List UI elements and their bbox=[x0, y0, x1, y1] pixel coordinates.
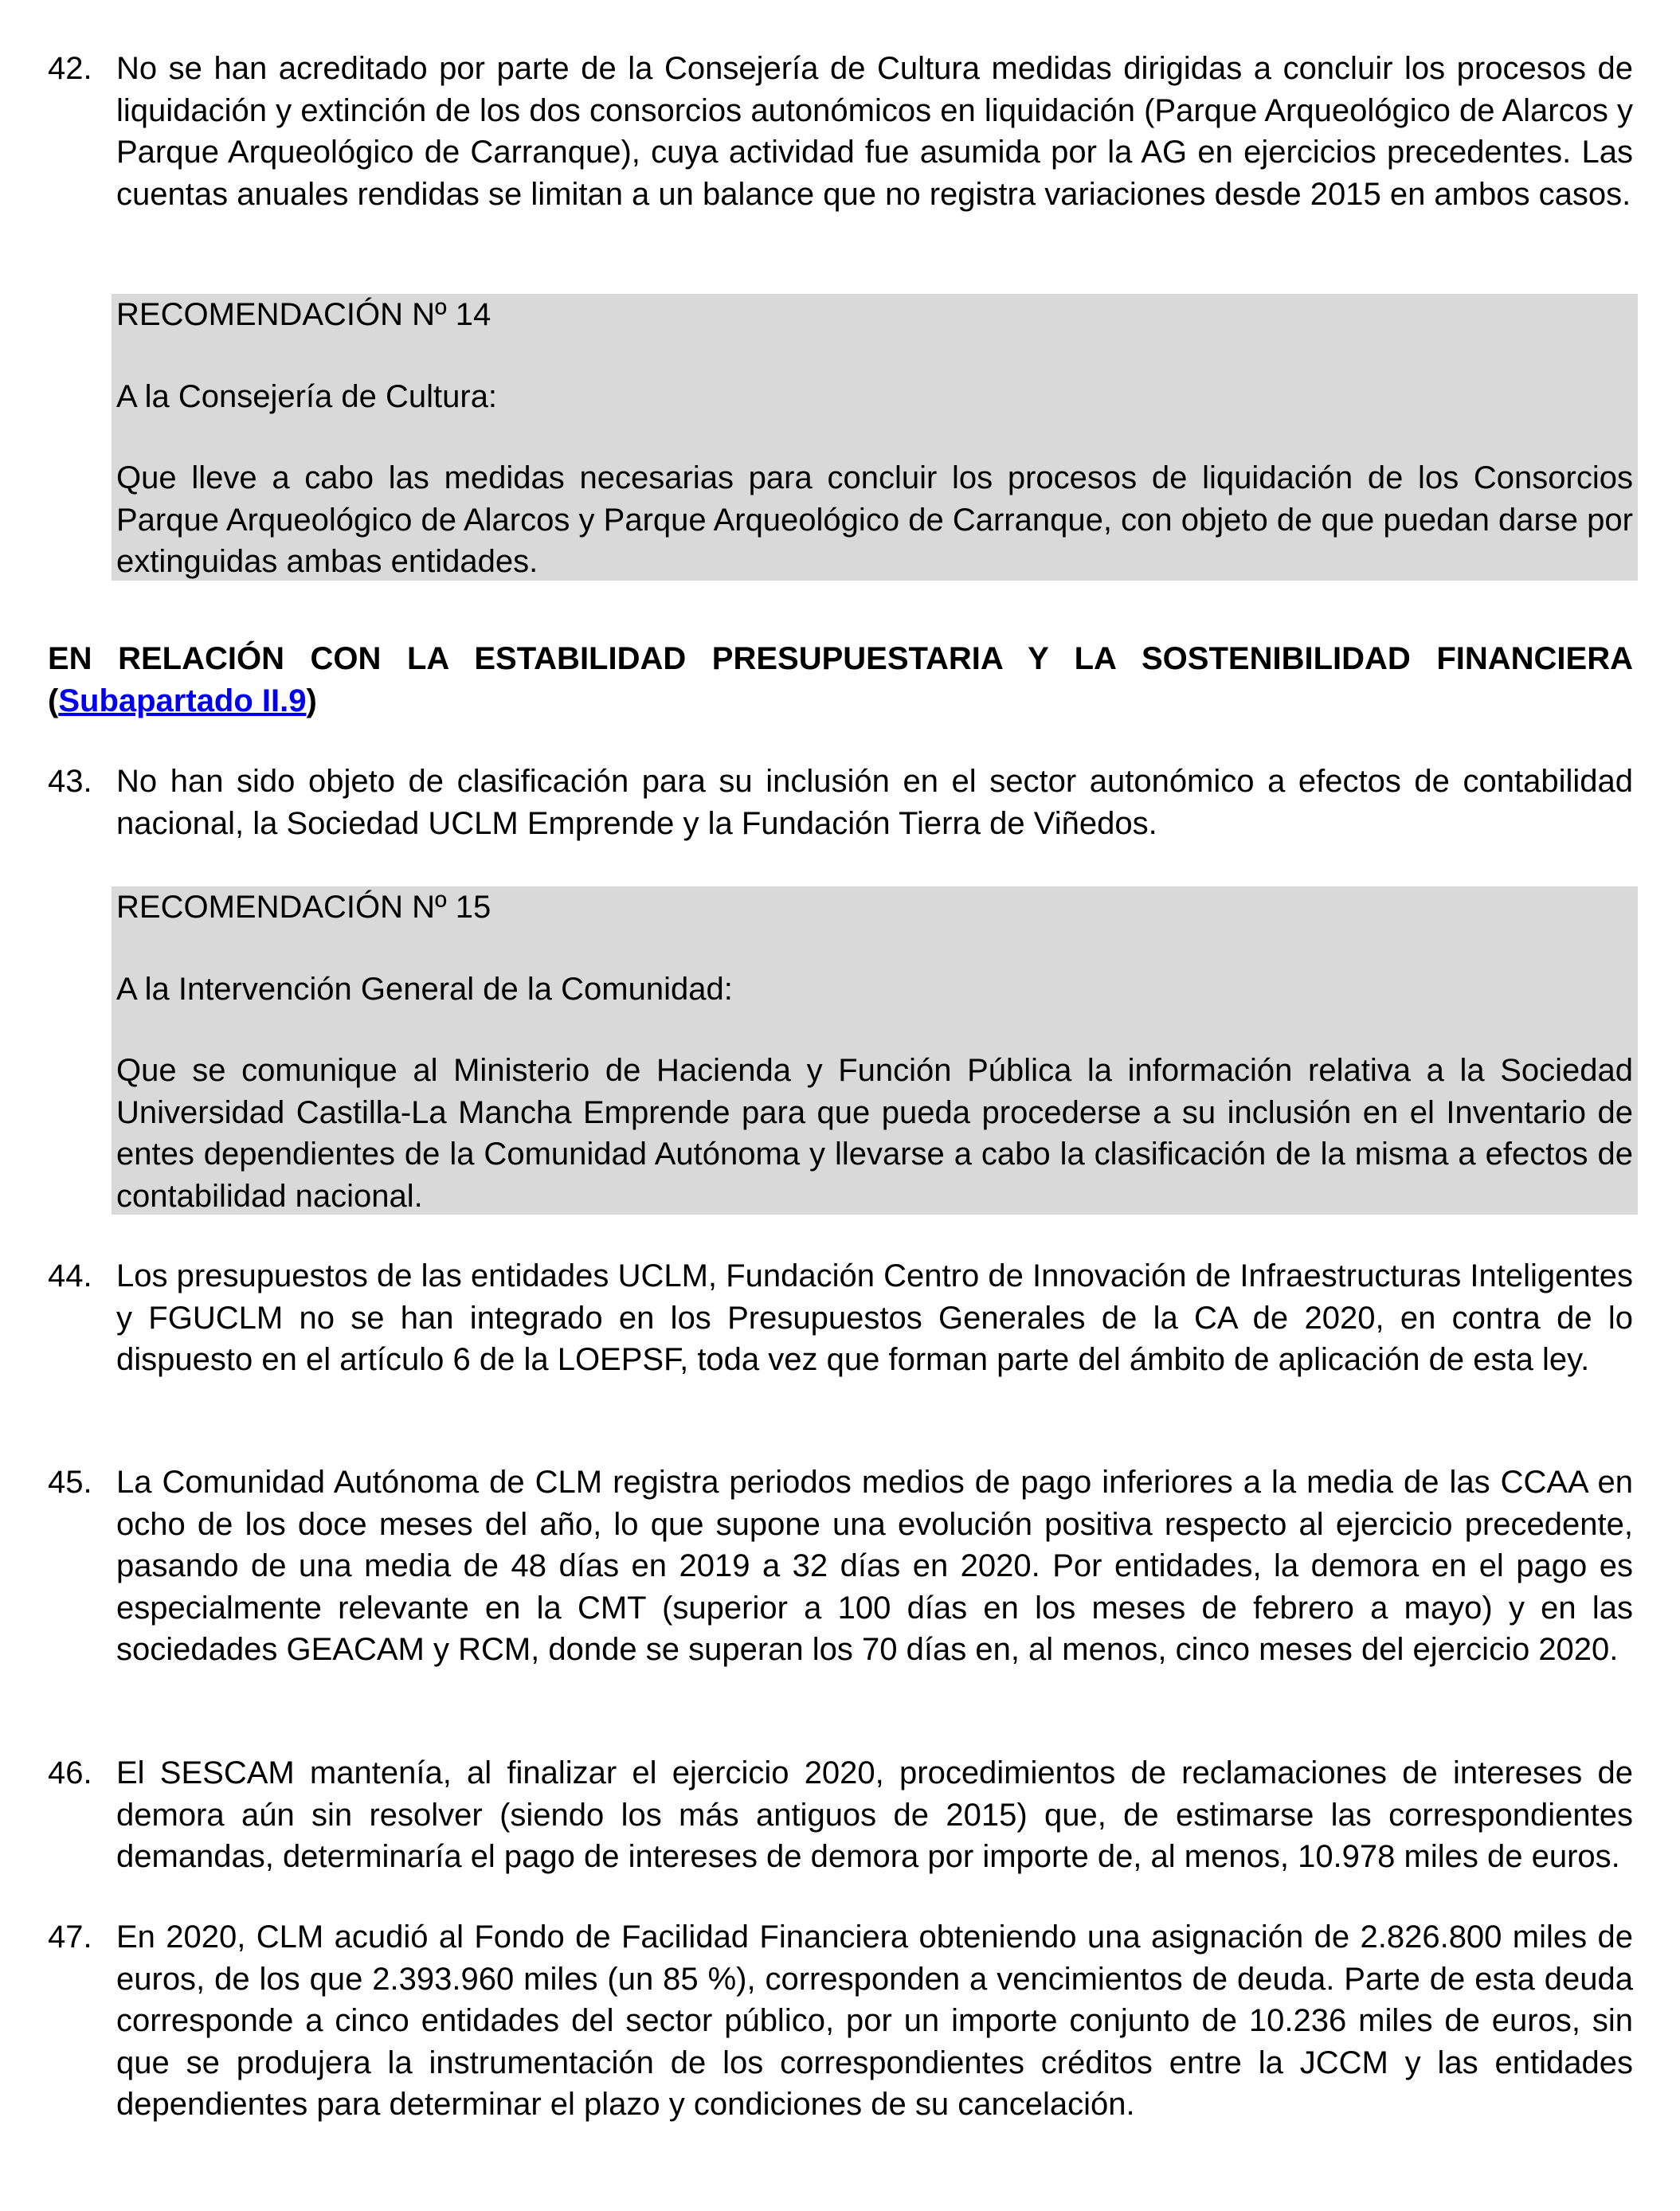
finding-text: No se han acreditado por parte de la Consejería de Cultura medidas dirigidas a concluir los procesos de liquidación y extinción de los dos consorcios autonómicos en liquidación (Parque Arqueológico de Alarcos y Parque Arqueológico de Carranque), cuya actividad fue asumida por la AG en ejercicios precedentes. Las cuentas anuales rendidas se limitan a un balance que no registra variaciones desde 2015 en ambos casos. bbox=[116, 51, 1633, 212]
finding-number: 44. bbox=[48, 1258, 92, 1293]
finding-number: 42. bbox=[48, 51, 92, 86]
finding-number: 45. bbox=[48, 1465, 92, 1500]
finding-text: La Comunidad Autónoma de CLM registra periodos medios de pago inferiores a la media de las CCAA en ocho de los doce meses del año, lo que supone una evolución positiva respecto al ejercicio precedente, pasando de una media de 48 días en 2019 a 32 días en 2020. Por entidades, la demora en el pago es especialmente relevante en la CMT (superior a 100 días en los meses de febrero a mayo) y en las sociedades GEACAM y RCM, donde se superan los 70 días en, al menos, cinco meses del ejercicio 2020. bbox=[116, 1465, 1633, 1667]
subapartado-link[interactable]: Subapartado II.9 bbox=[58, 683, 307, 718]
recommendation-15-box bbox=[112, 886, 1638, 1215]
recommendation-14-box bbox=[112, 294, 1638, 581]
finding-text: Los presupuestos de las entidades UCLM, Fundación Centro de Innovación de Infraestructuras Inteligentes y FGUCLM no se han integrado en los Presupuestos Generales de la CA de 2020, en contra de lo dispuesto en el artículo 6 de la LOEPSF, toda vez que forman parte del ámbito de aplicación de esta ley. bbox=[116, 1258, 1633, 1377]
section-heading-close: ) bbox=[306, 683, 317, 718]
recommendation-addressee: A la Consejería de Cultura: bbox=[116, 379, 498, 414]
finding-text: En 2020, CLM acudió al Fondo de Facilidad Financiera obteniendo una asignación de 2.826.800 miles de euros, de los que 2.393.960 miles (un 85 %), corresponden a vencimientos de deuda. Parte de esta deuda corresponde a cinco entidades del sector público, por un importe conjunto de 10.236 miles de euros, sin que se produjera la instrumentación de los correspondientes créditos entre la JCCM y las entidades dependientes para determinar el plazo y condiciones de su cancelación. bbox=[116, 1919, 1633, 2122]
recommendation-addressee: A la Intervención General de la Comunidad: bbox=[116, 972, 733, 1007]
recommendation-body: Que lleve a cabo las medidas necesarias para concluir los procesos de liquidación de los Consorcios Parque Arqueológico de Alarcos y Parque Arqueológico de Carranque, con objeto de que puedan darse por extinguidas ambas entidades. bbox=[116, 460, 1633, 579]
finding-number: 43. bbox=[48, 764, 92, 799]
recommendation-body: Que se comunique al Ministerio de Hacienda y Función Pública la información relativa a la Sociedad Universidad Castilla-La Mancha Emprende para que pueda procederse a su inclusión en el Inventario de entes dependientes de la Comunidad Autónoma y llevarse a cabo la clasificación de la misma a efectos de contabilidad nacional. bbox=[116, 1053, 1633, 1214]
finding-text: No han sido objeto de clasificación para su inclusión en el sector autonómico a efectos de contabilidad nacional, la Sociedad UCLM Emprende y la Fundación Tierra de Viñedos. bbox=[116, 764, 1633, 841]
recommendation-title: RECOMENDACIÓN Nº 14 bbox=[116, 297, 491, 332]
section-heading bbox=[48, 638, 1633, 722]
recommendation-title: RECOMENDACIÓN Nº 15 bbox=[116, 890, 491, 925]
finding-text: El SESCAM mantenía, al finalizar el ejercicio 2020, procedimientos de reclamaciones de intereses de demora aún sin resolver (siendo los más antiguos de 2015) que, de estimarse las correspondientes demandas, determinaría el pago de intereses de demora por importe de, al menos, 10.978 miles de euros. bbox=[116, 1755, 1633, 1874]
section-heading-text: EN RELACIÓN CON LA ESTABILIDAD PRESUPUESTARIA Y LA SOSTENIBILIDAD FINANCIERA ( bbox=[48, 641, 1633, 718]
finding-number: 47. bbox=[48, 1919, 92, 1955]
finding-number: 46. bbox=[48, 1755, 92, 1790]
